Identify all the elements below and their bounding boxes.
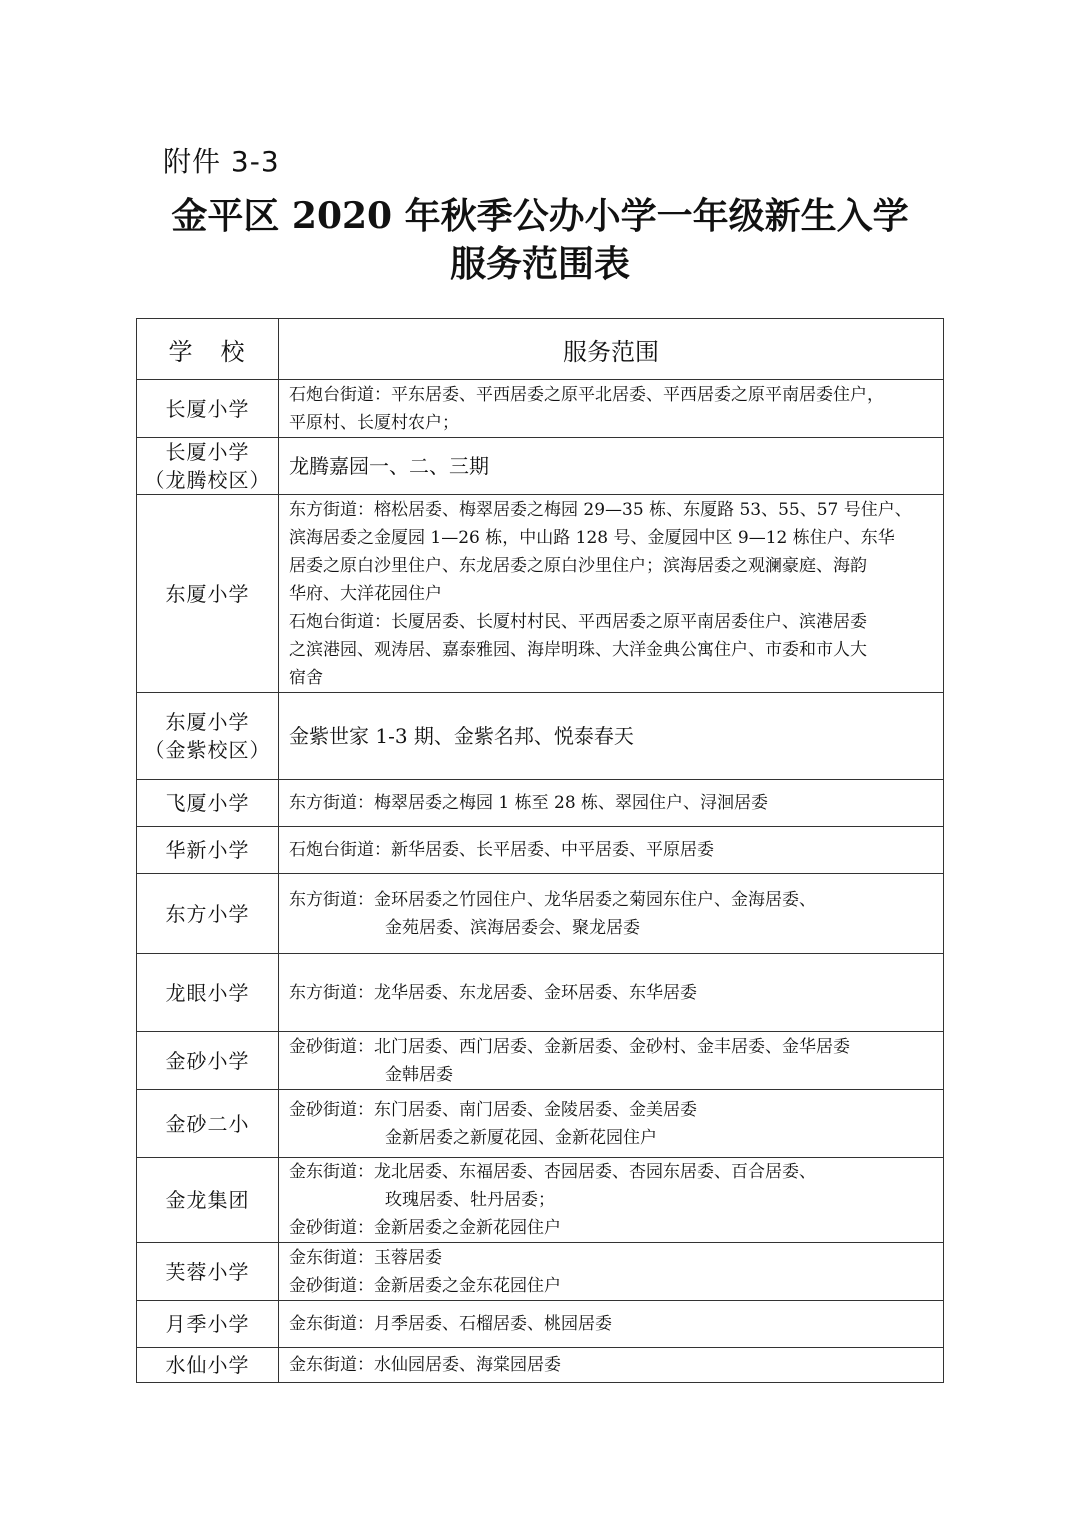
service-scope-table — [136, 318, 944, 1383]
document-title-line1: 金平区 2020 年秋季公办小学一年级新生入学 — [171, 195, 909, 237]
scope-cell: 石炮台街道：新华居委、长平居委、中平居委、平原居委 — [279, 827, 944, 874]
scope-cell: 东方街道：龙华居委、东龙居委、金环居委、东华居委 — [279, 954, 944, 1032]
scope-cell: 金东街道：龙北居委、东福居委、杏园居委、杏园东居委、百合居委、 玫瑰居委、牡丹居委； 金砂街道：金新居委之金新花园住户 — [279, 1158, 944, 1243]
table-row — [137, 954, 944, 1032]
scope-cell: 金东街道：水仙园居委、海棠园居委 — [279, 1348, 944, 1383]
table-row — [137, 874, 944, 954]
scope-cell: 东方街道：榕松居委、梅翠居委之梅园 29—35 栋、东厦路 53、55、57 号住户、 滨海居委之金厦园 1—26 栋，中山路 128 号、金厦园中区 9—12 栋住户、东华 居委之原白沙里住户、东龙居委之原白沙里住户；滨海居委之观澜豪庭、海韵 华府、大洋花园住户 石炮台街道：长厦居委、长厦村村民、平西居委之原平南居委住户、滨港居委 之滨港园、观涛居、嘉泰雅园、海岸明珠、大洋金典公寓住户、市委和市人大 宿舍 — [279, 495, 944, 693]
scope-cell: 金紫世家 1-3 期、金紫名邦、悦泰春天 — [279, 693, 944, 780]
school-cell: 金砂小学 — [137, 1032, 279, 1090]
school-cell: 月季小学 — [137, 1301, 279, 1348]
school-cell: 长厦小学 （龙腾校区） — [137, 438, 279, 495]
scope-cell: 金东街道：月季居委、石榴居委、桃园居委 — [279, 1301, 944, 1348]
table-header-row — [137, 319, 944, 380]
table-row — [137, 1301, 944, 1348]
school-cell: 飞厦小学 — [137, 780, 279, 827]
school-cell: 东厦小学 （金紫校区） — [137, 693, 279, 780]
scope-cell: 东方街道：金环居委之竹园住户、龙华居委之菊园东住户、金海居委、 金苑居委、滨海居委会、聚龙居委 — [279, 874, 944, 954]
school-cell: 东方小学 — [137, 874, 279, 954]
attachment-label: 附件 3-3 — [163, 145, 280, 178]
school-cell: 东厦小学 — [137, 495, 279, 693]
table-row — [137, 1348, 944, 1383]
scope-cell: 金砂街道：北门居委、西门居委、金新居委、金砂村、金丰居委、金华居委 金韩居委 — [279, 1032, 944, 1090]
table-row — [137, 693, 944, 780]
table-row — [137, 380, 944, 438]
school-cell: 芙蓉小学 — [137, 1243, 279, 1301]
table-row — [137, 827, 944, 874]
scope-cell: 金砂街道：东门居委、南门居委、金陵居委、金美居委 金新居委之新厦花园、金新花园住户 — [279, 1090, 944, 1158]
header-school: 学 校 — [137, 319, 279, 380]
table-row — [137, 1158, 944, 1243]
table-row — [137, 438, 944, 495]
header-scope: 服务范围 — [279, 319, 944, 380]
table-row — [137, 1032, 944, 1090]
school-cell: 金龙集团 — [137, 1158, 279, 1243]
scope-cell: 石炮台街道：平东居委、平西居委之原平北居委、平西居委之原平南居委住户， 平原村、长厦村农户； — [279, 380, 944, 438]
table-row — [137, 1090, 944, 1158]
table-row — [137, 780, 944, 827]
school-cell: 水仙小学 — [137, 1348, 279, 1383]
school-cell: 长厦小学 — [137, 380, 279, 438]
scope-cell: 龙腾嘉园一、二、三期 — [279, 438, 944, 495]
document-title-line2: 服务范围表 — [449, 243, 630, 285]
school-cell: 金砂二小 — [137, 1090, 279, 1158]
scope-cell: 东方街道：梅翠居委之梅园 1 栋至 28 栋、翠园住户、浔洄居委 — [279, 780, 944, 827]
school-cell: 华新小学 — [137, 827, 279, 874]
school-cell: 龙眼小学 — [137, 954, 279, 1032]
table-row — [137, 495, 944, 693]
table-row — [137, 1243, 944, 1301]
scope-cell: 金东街道：玉蓉居委 金砂街道：金新居委之金东花园住户 — [279, 1243, 944, 1301]
